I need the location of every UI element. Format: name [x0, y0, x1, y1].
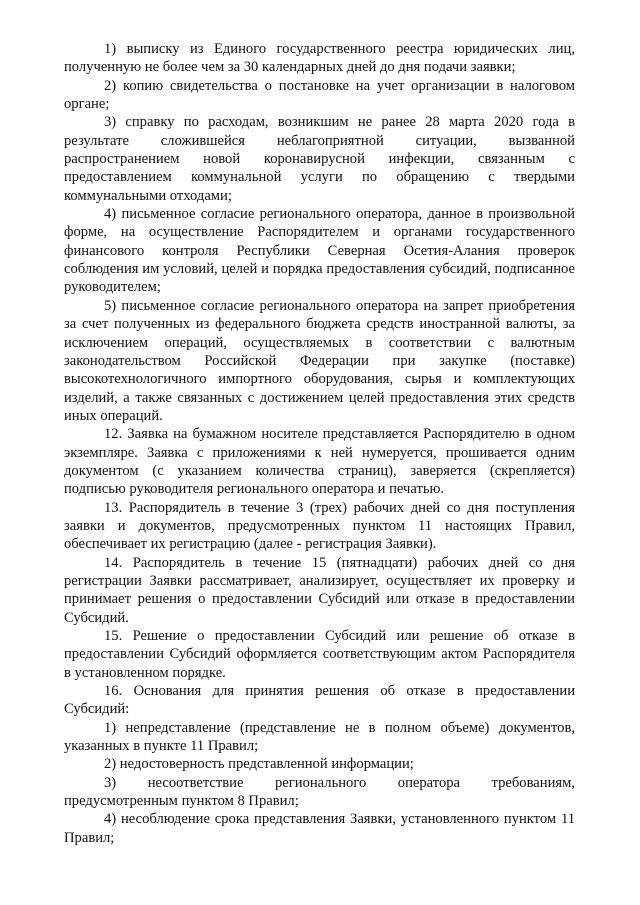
paragraph-clause-13: 13. Распорядитель в течение 3 (трех) рабочих дней со дня поступления заявки и документов, предусмотренных пунктом 11 настоящих Правил, обеспечивает их регистрацию (далее - регистрация Заявки).	[64, 499, 575, 553]
paragraph-item-2: 2) копию свидетельства о постановке на учет организации в налоговом органе;	[64, 77, 575, 113]
paragraph-clause-15: 15. Решение о предоставлении Субсидий или решение об отказе в предоставлении Субсидий оформляется соответствующим актом Распорядителя в установленном порядке.	[64, 628, 575, 681]
paragraph-item-5: 5) письменное согласие регионального оператора на запрет приобретения за счет полученных из федерального бюджета средств иностранной валюты, за исключением операций, осуществляемых в соответствии с валютным законодательством Российской Федерации при закупке (поставке) высокотехнологичного импортного оборудования, сырья и комплектующих изделий, а также связанных с достижением целей предоставления этих средств иных операций.	[64, 297, 575, 424]
paragraph-ground-3: 3) несоответствие регионального оператора требованиям, предусмотренным пунктом 8 Правил;	[64, 774, 575, 810]
document-body	[64, 40, 575, 847]
paragraph-clause-12: 12. Заявка на бумажном носителе представляется Распорядителю в одном экземпляре. Заявка с приложениями к ней нумеруется, прошивается одним документом (с указанием количества страниц), заверяется (скрепляется) подписью руководителя регионального оператора и печатью.	[64, 426, 575, 498]
paragraph-item-3: 3) справку по расходам, возникшим не ранее 28 марта 2020 года в результате сложившейся неблагоприятной ситуации, вызванной распространением новой коронавирусной инфекции, связанным с предоставлением коммунальной услуги по обращению с твердыми коммунальными отходами;	[64, 114, 575, 204]
paragraph-clause-16: 16. Основания для принятия решения об отказе в предоставлении Субсидий:	[64, 683, 575, 718]
paragraph-ground-2: 2) недостоверность представленной информации;	[104, 756, 414, 773]
paragraph-item-1: 1) выписку из Единого государственного реестра юридических лиц, полученную не более чем за 30 календарных дней до дня подачи заявки;	[64, 41, 575, 76]
paragraph-ground-4: 4) несоблюдение срока представления Заявки, установленного пунктом 11 Правил;	[64, 811, 575, 846]
paragraph-clause-14: 14. Распорядитель в течение 15 (пятнадцати) рабочих дней со дня регистрации Заявки рассматривает, анализирует, осуществляет их проверку и принимает решения о предоставлении Субсидий или отказе в предоставлении Субсидий.	[64, 554, 575, 626]
paragraph-ground-1: 1) непредставление (представление не в полном объеме) документов, указанных в пункте 11 Правил;	[64, 719, 575, 755]
paragraph-item-4: 4) письменное согласие регионального оператора, данное в произвольной форме, на осуществление Распорядителем и органами государственного финансового контроля Республики Северная Осетия-Алания проверок соблюдения им условий, целей и порядка предоставления субсидий, подписанное руководителем;	[64, 206, 575, 296]
